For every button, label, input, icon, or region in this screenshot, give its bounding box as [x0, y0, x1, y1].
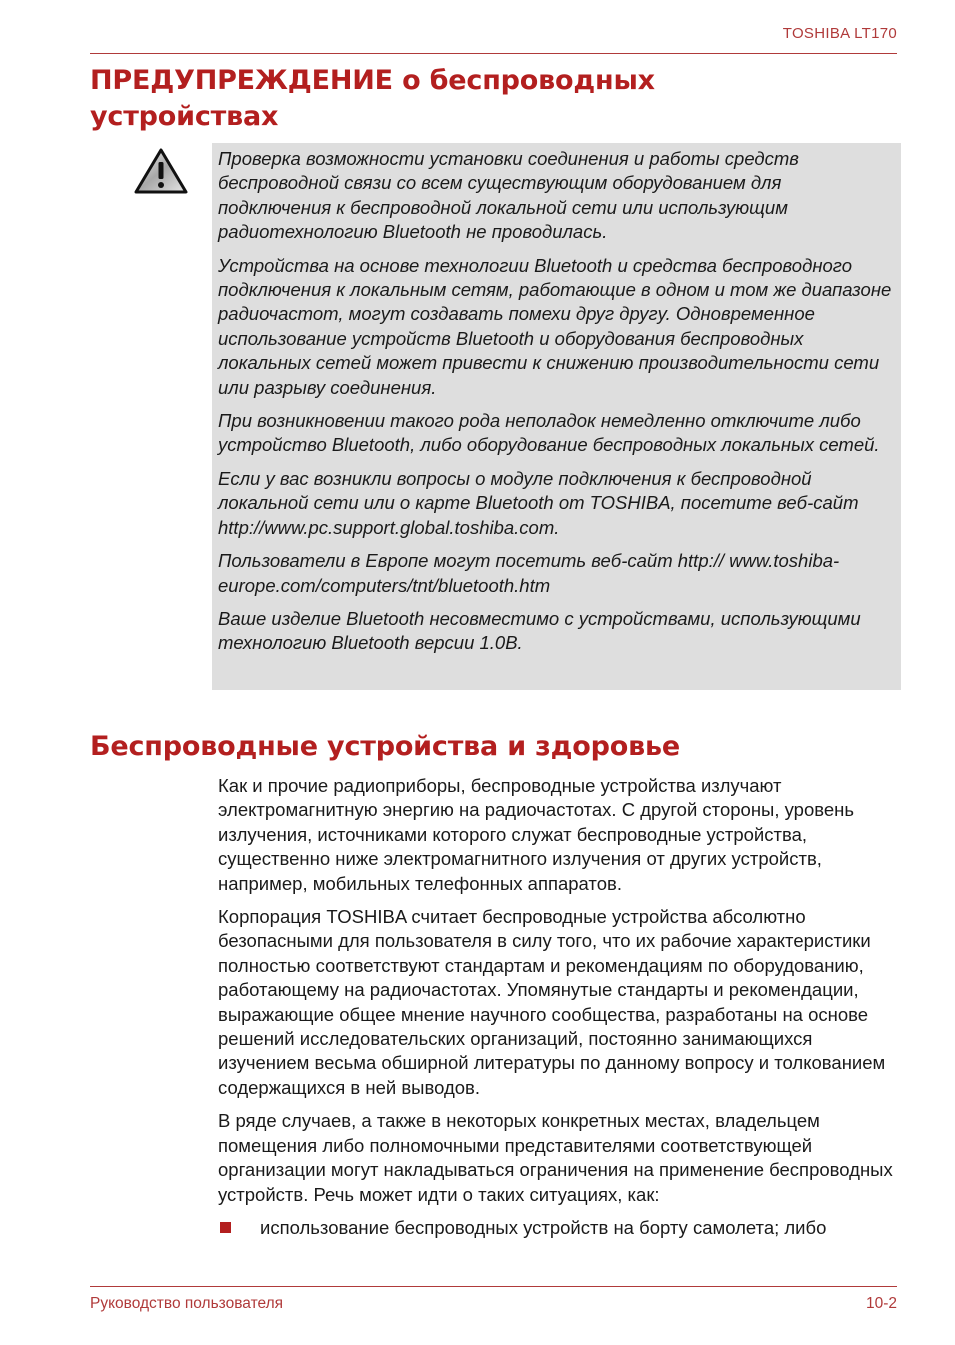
footer-divider: [90, 1286, 897, 1287]
footer-page-number: 10-2: [865, 1295, 897, 1312]
warning-triangle-icon: [134, 148, 188, 194]
health-body: [218, 774, 902, 1240]
header-product-name: TOSHIBA LT170: [782, 25, 897, 42]
body-paragraph: Корпорация TOSHIBA считает беспроводные устройства абсолютно безопасными для пользователя в силу того, что их рабочие характеристики полностью соответствуют стандартам и рекомендациям по оборудованию, работающему на радиочастотах. Упомянутые стандарты и рекомендации, выражающие общее мнение научного сообщества, разработаны на основе решений исследовательских организаций, постоянно занимающихся изучением весьма обширной литературы по данному вопросу и толкованием содержащихся в ней выводов.: [218, 906, 886, 1098]
bullet-item: [218, 1216, 902, 1240]
footer-manual-title: Руководство пользователя: [90, 1295, 284, 1312]
bullet-square-icon: [220, 1222, 231, 1233]
warning-paragraph: Ваше изделие Bluetooth несовместимо с устройствами, использующими технологию Bluetooth версии 1.0B.: [218, 607, 861, 654]
warning-paragraph: При возникновении такого рода неполадок немедленно отключите либо устройство Bluetooth, либо оборудование беспроводных локальных сетей.: [218, 410, 880, 456]
warning-section-title: ПРЕДУПРЕЖДЕНИЕ о беспроводных устройствах: [90, 65, 655, 132]
warning-paragraph: Если у вас возникли вопросы о модуле подключения к беспроводной локальной сети или о карте Bluetooth от TOSHIBA, посетите веб-сайт http://www.pc.support.global.toshiba.com.: [218, 467, 859, 538]
health-section-title: Беспроводные устройства и здоровье: [90, 731, 680, 762]
warning-paragraph: Проверка возможности установки соединения и работы средств беспроводной связи со всем существующим оборудованием для подключения к беспроводной локальной сети или использующим радиотехнологию Bluetooth не проводилась.: [218, 148, 799, 243]
bullet-text: использование беспроводных устройств на борту самолета; либо: [260, 1216, 827, 1238]
warning-paragraph: Пользователи в Европе могут посетить веб-сайт http:// www.toshiba-europe.com/computers/tnt/bluetooth.htm: [218, 550, 840, 596]
warning-paragraph: Устройства на основе технологии Bluetooth и средства беспроводного подключения к локальным сетям, работающие в одном и том же диапазоне радиочастот, могут создавать помехи друг другу. Одновременное использование устройств Bluetooth и оборудования беспроводных локальных сетей может привести к снижению производительности сети или разрыву соединения.: [218, 254, 892, 398]
warning-text: [218, 147, 894, 665]
body-paragraph: В ряде случаев, а также в некоторых конкретных местах, владельцем помещения либо полномочными представителями соответствующей организации могут накладываться ограничения на применение беспроводных устройств. Речь может идти о таких ситуациях, как:: [218, 1110, 893, 1205]
header-divider: [90, 53, 897, 54]
body-paragraph: Как и прочие радиоприборы, беспроводные устройства излучают электромагнитную энергию на радиочастотах. С другой стороны, уровень излучения, источниками которого служат беспроводные устройства, существенно ниже электромагнитного излучения от других устройств, например, мобильных телефонных аппаратов.: [218, 775, 854, 894]
